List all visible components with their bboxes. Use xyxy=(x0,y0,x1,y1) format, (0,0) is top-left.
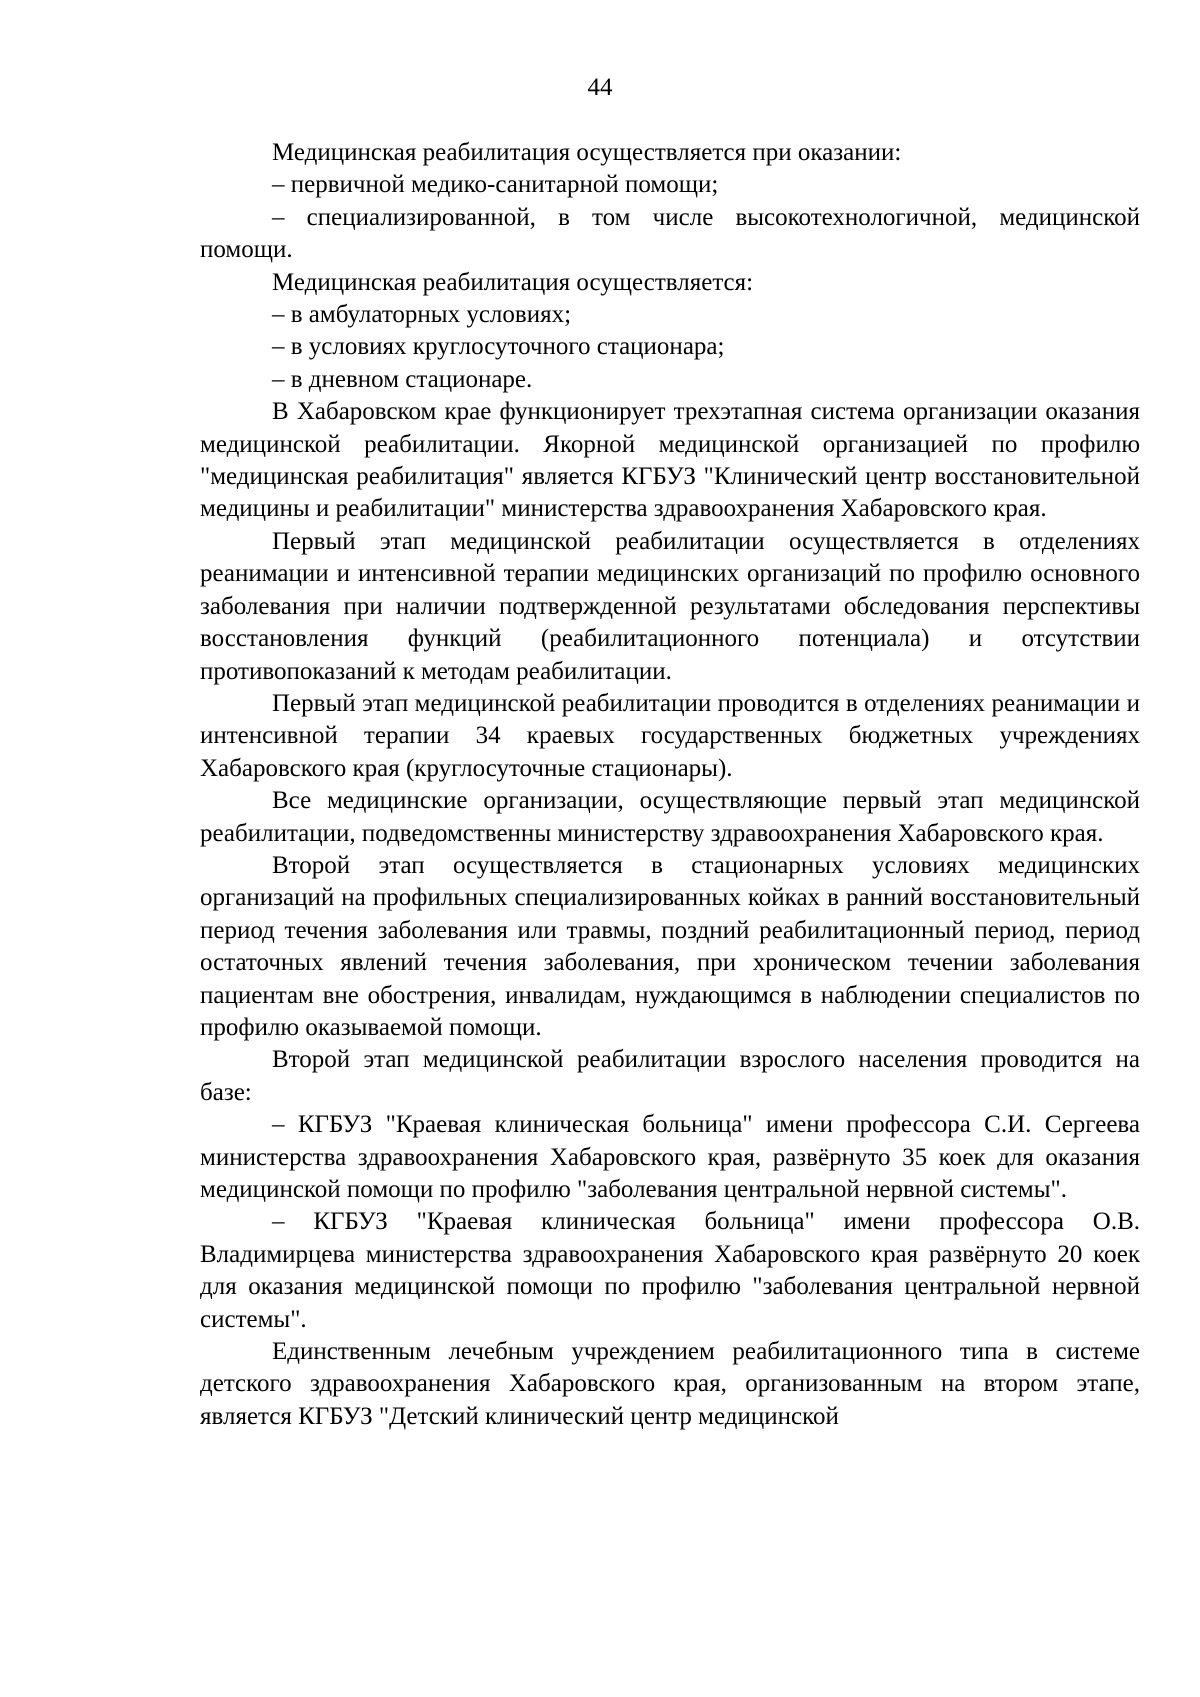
paragraph-first-stage-facilities: Первый этап медицинской реабилитации проводится в отделениях реанимации и интенсивной терапии 34 краевых государственных бюджетных учреждениях Хабаровского края (круглосуточные стационары). xyxy=(200,689,1140,782)
list-item-primary-care: – первичной медико-санитарной помощи; xyxy=(272,171,719,199)
paragraph-first-stage-description: Первый этап медицинской реабилитации осуществляется в отделениях реанимации и интенсивной терапии медицинских организаций по профилю основного заболевания при наличии подтвержденной результатами обследования перспективы восстановления функций (реабилитационного потенциала) и отсутствии противопоказаний к методам реабилитации. xyxy=(200,527,1140,685)
page-number: 44 xyxy=(587,74,613,101)
list-item-hospital-vladimirtsev: – КГБУЗ "Краевая клиническая больница" имени профессора О.В. Владимирцева министерства здравоохранения Хабаровского края развёрнуто 20 коек для оказания медицинской помощи по профилю "заболевания центральной нервной системы". xyxy=(200,1208,1140,1333)
paragraph-second-stage-adult-intro: Второй этап медицинской реабилитации взрослого населения проводится на базе: xyxy=(200,1046,1140,1106)
paragraph-children-rehab-center: Единственным лечебным учреждением реабилитационного типа в системе детского здравоохранения Хабаровского края, организованным на втором этапе, является КГБУЗ "Детский клинический центр медицинской xyxy=(200,1338,1140,1430)
list-item-specialized-care: – специализированной, в том числе высокотехнологичной, медицинской помощи. xyxy=(200,203,1140,264)
document-body xyxy=(200,137,1140,1433)
paragraph-first-stage-subordination: Все медицинские организации, осуществляющие первый этап медицинской реабилитации, подведомственны министерству здравоохранения Хабаровского края. xyxy=(200,787,1140,847)
paragraph-second-stage-description: Второй этап осуществляется в стационарных условиях медицинских организаций на профильных специализированных койках в ранний восстановительный период течения заболевания или травмы, поздний реабилитационный период, период остаточных явлений течения заболевания, при хроническом течении заболевания пациентам вне обострения, инвалидам, нуждающимся в наблюдении специалистов по профилю оказываемой помощи. xyxy=(200,851,1140,1041)
list-item-hospital-sergeev: – КГБУЗ "Краевая клиническая больница" имени профессора С.И. Сергеева министерства здравоохранения Хабаровского края, развёрнуто 35 коек для оказания медицинской помощи по профилю "заболевания центральной нервной системы". xyxy=(200,1111,1140,1203)
paragraph-rehab-conditions-intro: Медицинская реабилитация осуществляется: xyxy=(272,268,754,296)
list-item-outpatient: – в амбулаторных условиях; xyxy=(272,301,572,329)
list-item-inpatient: – в условиях круглосуточного стационара; xyxy=(272,333,725,361)
paragraph-three-stage-system: В Хабаровском крае функционирует трехэтапная система организации оказания медицинской реабилитации. Якорной медицинской организацией по профилю "медицинская реабилитация" является КГБУЗ "Клинический центр восстановительной медицины и реабилитации" министерства здравоохранения Хабаровского края. xyxy=(200,398,1140,523)
paragraph-rehab-provision-intro: Медицинская реабилитация осуществляется при оказании: xyxy=(272,139,902,166)
list-item-day-hospital: – в дневном стационаре. xyxy=(272,365,533,393)
